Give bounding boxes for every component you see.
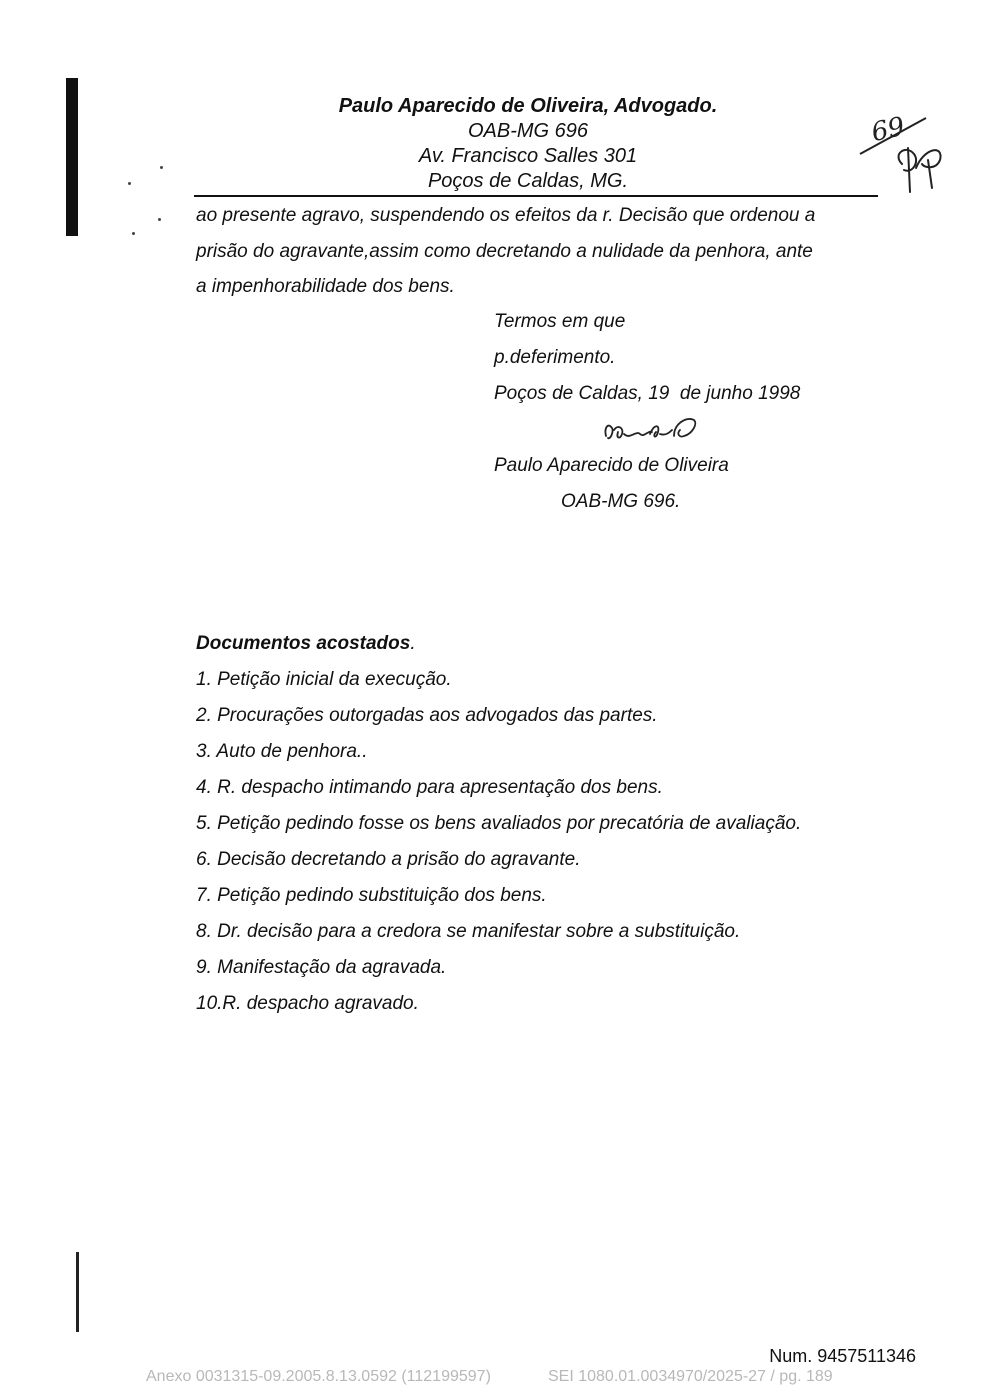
list-item: 2. Procurações outorgadas aos advogados das partes. bbox=[196, 705, 658, 726]
scan-margin-bar-bottom bbox=[76, 1252, 79, 1332]
documents-heading-period: . bbox=[410, 633, 416, 654]
list-item: 3. Auto de penhora.. bbox=[196, 741, 368, 762]
footer-sei: SEI 1080.01.0034970/2025-27 / pg. 189 bbox=[548, 1368, 833, 1385]
letterhead-address: Av. Francisco Salles 301 bbox=[418, 145, 638, 167]
letterhead-rule bbox=[194, 195, 878, 197]
list-item: 7. Petição pedindo substituição dos bens. bbox=[196, 885, 547, 906]
scan-margin-bar-top bbox=[66, 78, 78, 236]
signature-oab: OAB-MG 696. bbox=[561, 491, 681, 512]
scan-speck bbox=[132, 232, 135, 235]
body-line: prisão do agravante,assim como decretando a nulidade da penhora, ante bbox=[196, 240, 813, 262]
letterhead-city: Poços de Caldas, MG. bbox=[427, 170, 629, 192]
closing-terms: Termos em que bbox=[494, 311, 626, 332]
footer-annex: Anexo 0031315-09.2005.8.13.0592 (112199597) bbox=[146, 1368, 491, 1385]
documents-heading bbox=[196, 628, 416, 660]
letterhead-oab: OAB-MG 696 bbox=[467, 120, 589, 142]
list-item: 10.R. despacho agravado. bbox=[196, 993, 419, 1014]
svg-text:69: 69 bbox=[868, 111, 908, 149]
documents-list bbox=[196, 662, 896, 1022]
closing-deferral: p.deferimento. bbox=[494, 347, 616, 368]
letterhead bbox=[196, 94, 860, 194]
list-item: 9. Manifestação da agravada. bbox=[196, 957, 447, 978]
handwritten-signature bbox=[600, 410, 700, 446]
scan-speck bbox=[128, 182, 131, 185]
closing-place-date: Poços de Caldas, 19 de junho 1998 bbox=[494, 383, 801, 404]
scan-speck bbox=[158, 218, 161, 221]
documents-heading-text: Documentos acostados bbox=[196, 633, 411, 654]
letterhead-name: Paulo Aparecido de Oliveira, Advogado. bbox=[338, 95, 718, 117]
list-item: 8. Dr. decisão para a credora se manifestar sobre a substituição. bbox=[196, 921, 741, 942]
list-item: 4. R. despacho intimando para apresentação dos bens. bbox=[196, 777, 663, 798]
handwritten-page-number bbox=[858, 108, 954, 204]
body-paragraph bbox=[196, 198, 880, 305]
document-number: Num. 9457511346 bbox=[769, 1346, 916, 1366]
signature-name: Paulo Aparecido de Oliveira bbox=[494, 455, 729, 476]
body-line: ao presente agravo, suspendendo os efeitos da r. Decisão que ordenou a bbox=[196, 205, 816, 226]
scan-speck bbox=[160, 166, 163, 169]
body-line: a impenhorabilidade dos bens. bbox=[196, 276, 455, 297]
list-item: 5. Petição pedindo fosse os bens avaliados por precatória de avaliação. bbox=[196, 813, 802, 834]
closing-block bbox=[494, 304, 914, 412]
list-item: 1. Petição inicial da execução. bbox=[196, 669, 452, 690]
list-item: 6. Decisão decretando a prisão do agravante. bbox=[196, 849, 581, 870]
